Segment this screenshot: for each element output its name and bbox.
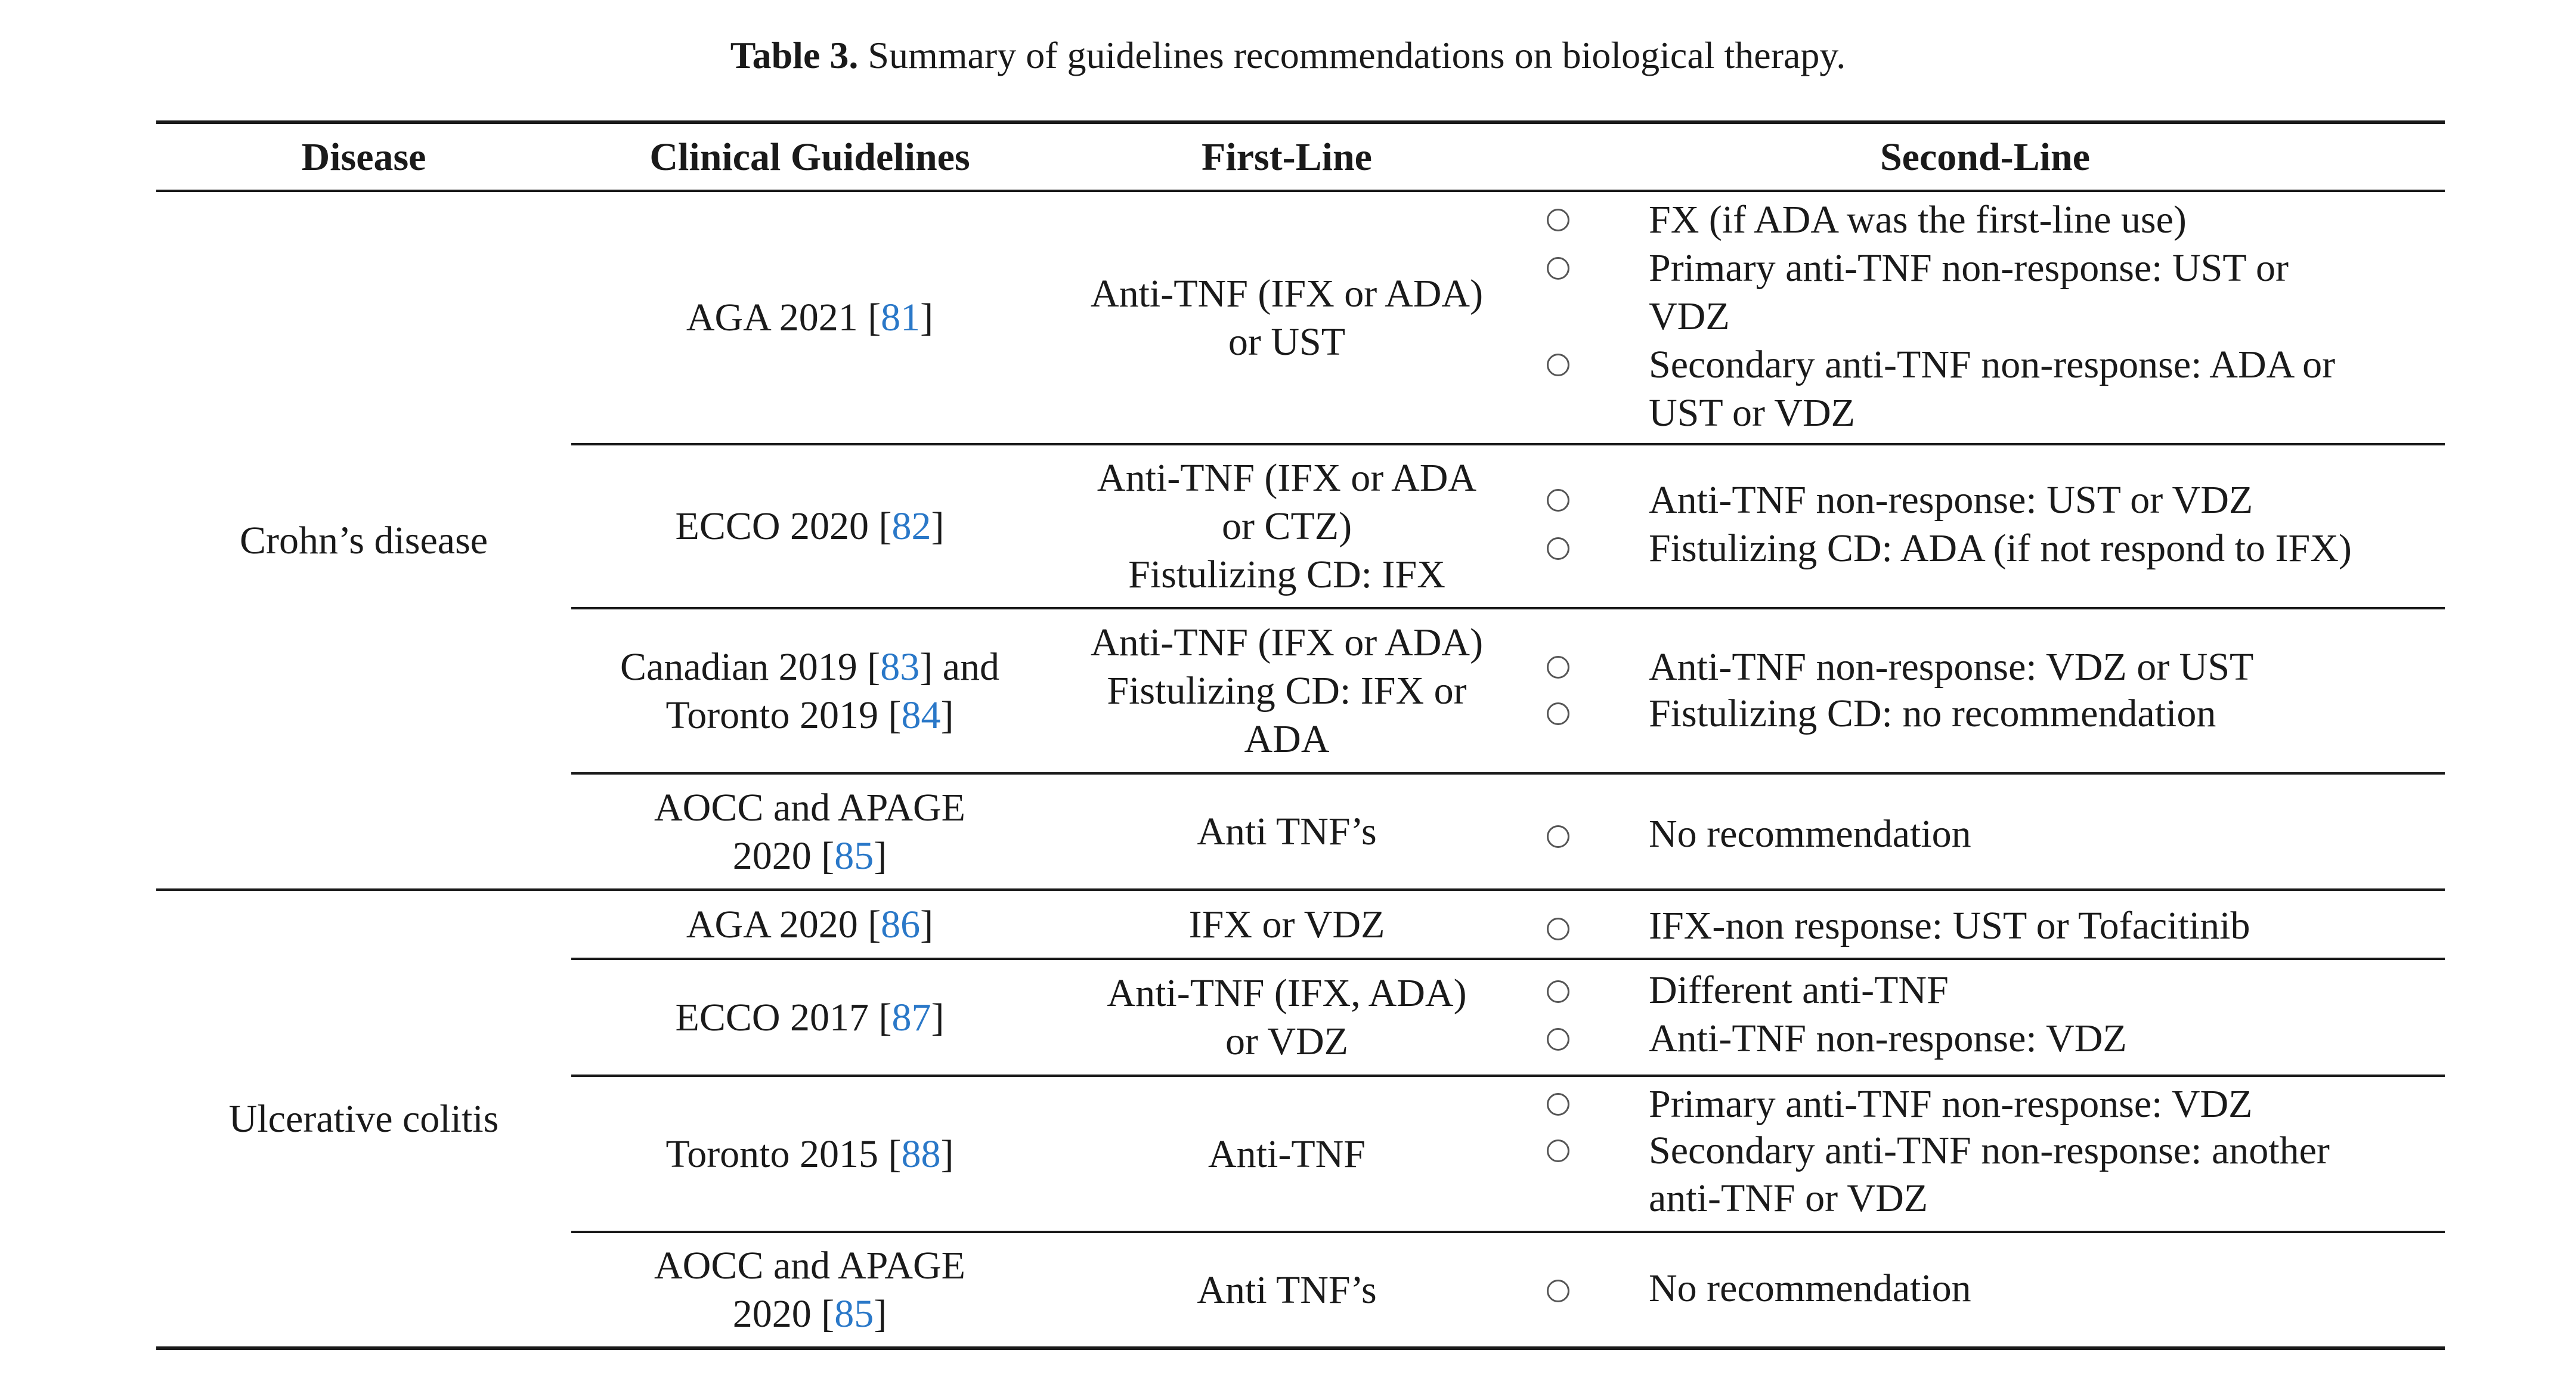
guideline-cell: AOCC and APAGE 2020 [85] xyxy=(654,1244,965,1336)
circle-bullet-icon xyxy=(1547,209,1569,231)
circle-bullet-icon xyxy=(1547,656,1569,679)
first-line-cell: Anti TNF’s xyxy=(1197,810,1377,853)
disease-ulcerative-colitis: Ulcerative colitis xyxy=(228,1097,499,1141)
circle-bullet-icon xyxy=(1547,1280,1569,1302)
first-line-cell: Anti-TNF (IFX or ADA) or UST xyxy=(1090,271,1484,364)
first-line-cell: Anti-TNF (IFX or ADA) Fistulizing CD: IFX or ADA xyxy=(1090,621,1484,761)
reference-link[interactable]: 83 xyxy=(880,645,920,689)
guideline-cell: ECCO 2017 [87] xyxy=(675,995,945,1039)
guideline-cell: AOCC and APAGE 2020 [85] xyxy=(654,785,965,878)
circle-bullet-icon xyxy=(1547,489,1569,512)
guideline-cell: ECCO 2020 [82] xyxy=(675,504,945,548)
guideline-cell: Canadian 2019 [83] and Toronto 2019 [84] xyxy=(620,645,999,737)
reference-link[interactable]: 84 xyxy=(901,693,941,737)
second-line-item: Secondary anti-TNF non-response: another xyxy=(1649,1129,2330,1172)
second-line-item: Fistulizing CD: no recommendation xyxy=(1649,692,2216,735)
table-caption-label: Table 3. xyxy=(730,34,859,76)
first-line-cell: Anti TNF’s xyxy=(1197,1268,1377,1312)
first-line-cell: Anti-TNF xyxy=(1208,1132,1366,1176)
first-line-cell: Anti-TNF (IFX or ADA or CTZ) Fistulizing CD: IFX xyxy=(1097,456,1477,596)
reference-link[interactable]: 85 xyxy=(834,834,874,878)
circle-bullet-icon xyxy=(1547,918,1569,940)
guideline-cell: Toronto 2015 [88] xyxy=(665,1132,954,1176)
reference-link[interactable]: 87 xyxy=(891,995,931,1039)
second-line-item: Primary anti-TNF non-response: VDZ xyxy=(1649,1082,2253,1126)
circle-bullet-icon xyxy=(1547,1028,1569,1051)
circle-bullet-icon xyxy=(1547,1140,1569,1162)
table-caption xyxy=(0,29,2576,82)
table-caption-text: Summary of guidelines recommendations on biological therapy. xyxy=(858,34,1846,76)
second-line-item: No recommendation xyxy=(1649,812,1971,856)
second-line-item: Different anti-TNF xyxy=(1649,968,1949,1012)
circle-bullet-icon xyxy=(1547,702,1569,725)
second-line-item: IFX-non response: UST or Tofacitinib xyxy=(1649,904,2250,947)
reference-link[interactable]: 86 xyxy=(881,902,921,946)
header-first-line: First-Line xyxy=(1202,135,1372,179)
reference-link[interactable]: 88 xyxy=(901,1132,941,1176)
second-line-item: VDZ xyxy=(1649,295,1730,338)
second-line-item: anti-TNF or VDZ xyxy=(1649,1176,1928,1220)
second-line-item: Secondary anti-TNF non-response: ADA or xyxy=(1649,343,2336,386)
reference-link[interactable]: 82 xyxy=(891,504,931,548)
second-line-item: FX (if ADA was the first-line use) xyxy=(1649,198,2187,241)
second-line-item: Fistulizing CD: ADA (if not respond to IFX) xyxy=(1649,527,2352,570)
guideline-cell: AGA 2021 [81] xyxy=(686,296,934,339)
circle-bullet-icon xyxy=(1547,354,1569,376)
second-line-item: Primary anti-TNF non-response: UST or xyxy=(1649,246,2289,290)
circle-bullet-icon xyxy=(1547,1093,1569,1116)
circle-bullet-icon xyxy=(1547,825,1569,848)
header-second-line: Second-Line xyxy=(1880,135,2091,179)
circle-bullet-icon xyxy=(1547,537,1569,560)
second-line-item: UST or VDZ xyxy=(1649,391,1855,435)
circle-bullet-icon xyxy=(1547,257,1569,280)
header-clinical-guidelines: Clinical Guidelines xyxy=(649,135,970,179)
reference-link[interactable]: 81 xyxy=(881,296,921,339)
circle-bullet-icon xyxy=(1547,980,1569,1003)
table-bottom-rule xyxy=(156,1346,2445,1350)
guideline-cell: AGA 2020 [86] xyxy=(686,902,934,946)
second-line-item: Anti-TNF non-response: UST or VDZ xyxy=(1649,478,2253,522)
first-line-cell: IFX or VDZ xyxy=(1188,902,1385,946)
first-line-cell: Anti-TNF (IFX, ADA) or VDZ xyxy=(1107,971,1467,1063)
disease-crohns: Crohn’s disease xyxy=(239,518,488,562)
header-disease: Disease xyxy=(301,135,426,179)
second-line-item: No recommendation xyxy=(1649,1267,1971,1310)
reference-link[interactable]: 85 xyxy=(834,1292,874,1336)
second-line-item: Anti-TNF non-response: VDZ xyxy=(1649,1017,2127,1060)
second-line-item: Anti-TNF non-response: VDZ or UST xyxy=(1649,645,2254,689)
